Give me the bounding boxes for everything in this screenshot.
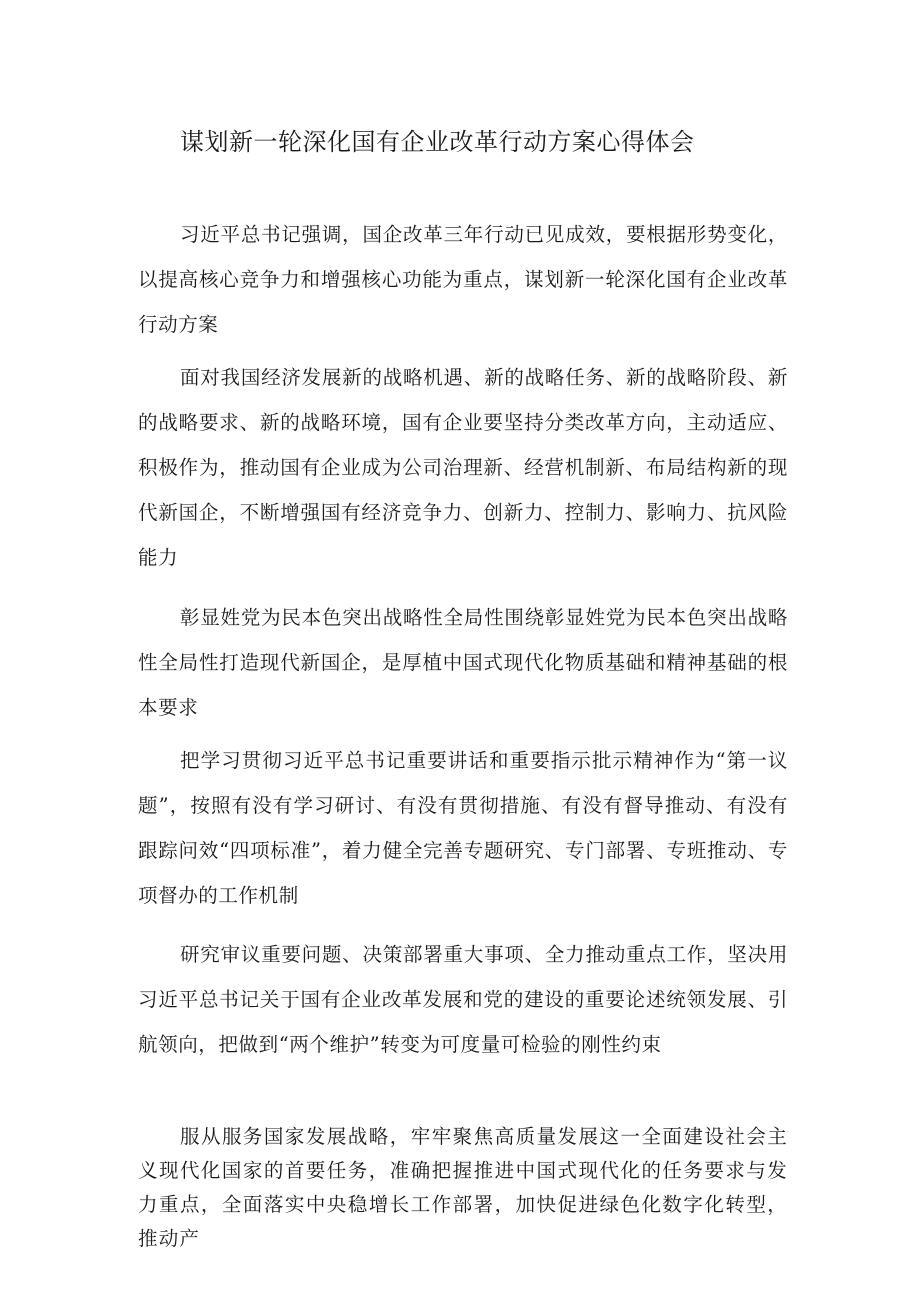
paragraph-6: 服从服务国家发展战略，牢牢聚焦高质量发展这一全面建设社会主义现代化国家的首要任务，准确把握推进中国式现代化的任务要求与发力重点，全面落实中央稳增长工作部署，加快促进绿色化数字化转型，推动产: [138, 1125, 788, 1250]
document-title: 谋划新一轮深化国有企业改革行动方案心得体会: [180, 128, 695, 156]
paragraph-1: 习近平总书记强调，国企改革三年行动已见成效，要根据形势变化，以提高核心竞争力和增强核心功能为重点，谋划新一轮深化国有企业改革行动方案: [138, 223, 788, 336]
paragraph-2: 面对我国经济发展新的战略机遇、新的战略任务、新的战略阶段、新的战略要求、新的战略环境，国有企业要坚持分类改革方向，主动适应、积极作为，推动国有企业成为公司治理新、经营机制新、布局结构新的现代新国企，不断增强国有经济竞争力、创新力、控制力、影响力、抗风险能力: [138, 366, 788, 569]
paragraph-3: 彰显姓党为民本色突出战略性全局性围绕彰显姓党为民本色突出战略性全局性打造现代新国企，是厚植中国式现代化物质基础和精神基础的根本要求: [138, 606, 788, 719]
paragraph-5: 研究审议重要问题、决策部署重大事项、全力推动重点工作，坚决用习近平总书记关于国有企业改革发展和党的建设的重要论述统领发展、引航领向，把做到“两个维护”转变为可度量可检验的刚性约束: [138, 943, 788, 1056]
paragraph-4: 把学习贯彻习近平总书记重要讲话和重要指示批示精神作为“第一议题”，按照有没有学习研讨、有没有贯彻措施、有没有督导推动、有没有跟踪问效“四项标准”，着力健全完善专题研究、专门部署、专班推动、专项督办的工作机制: [138, 749, 788, 907]
